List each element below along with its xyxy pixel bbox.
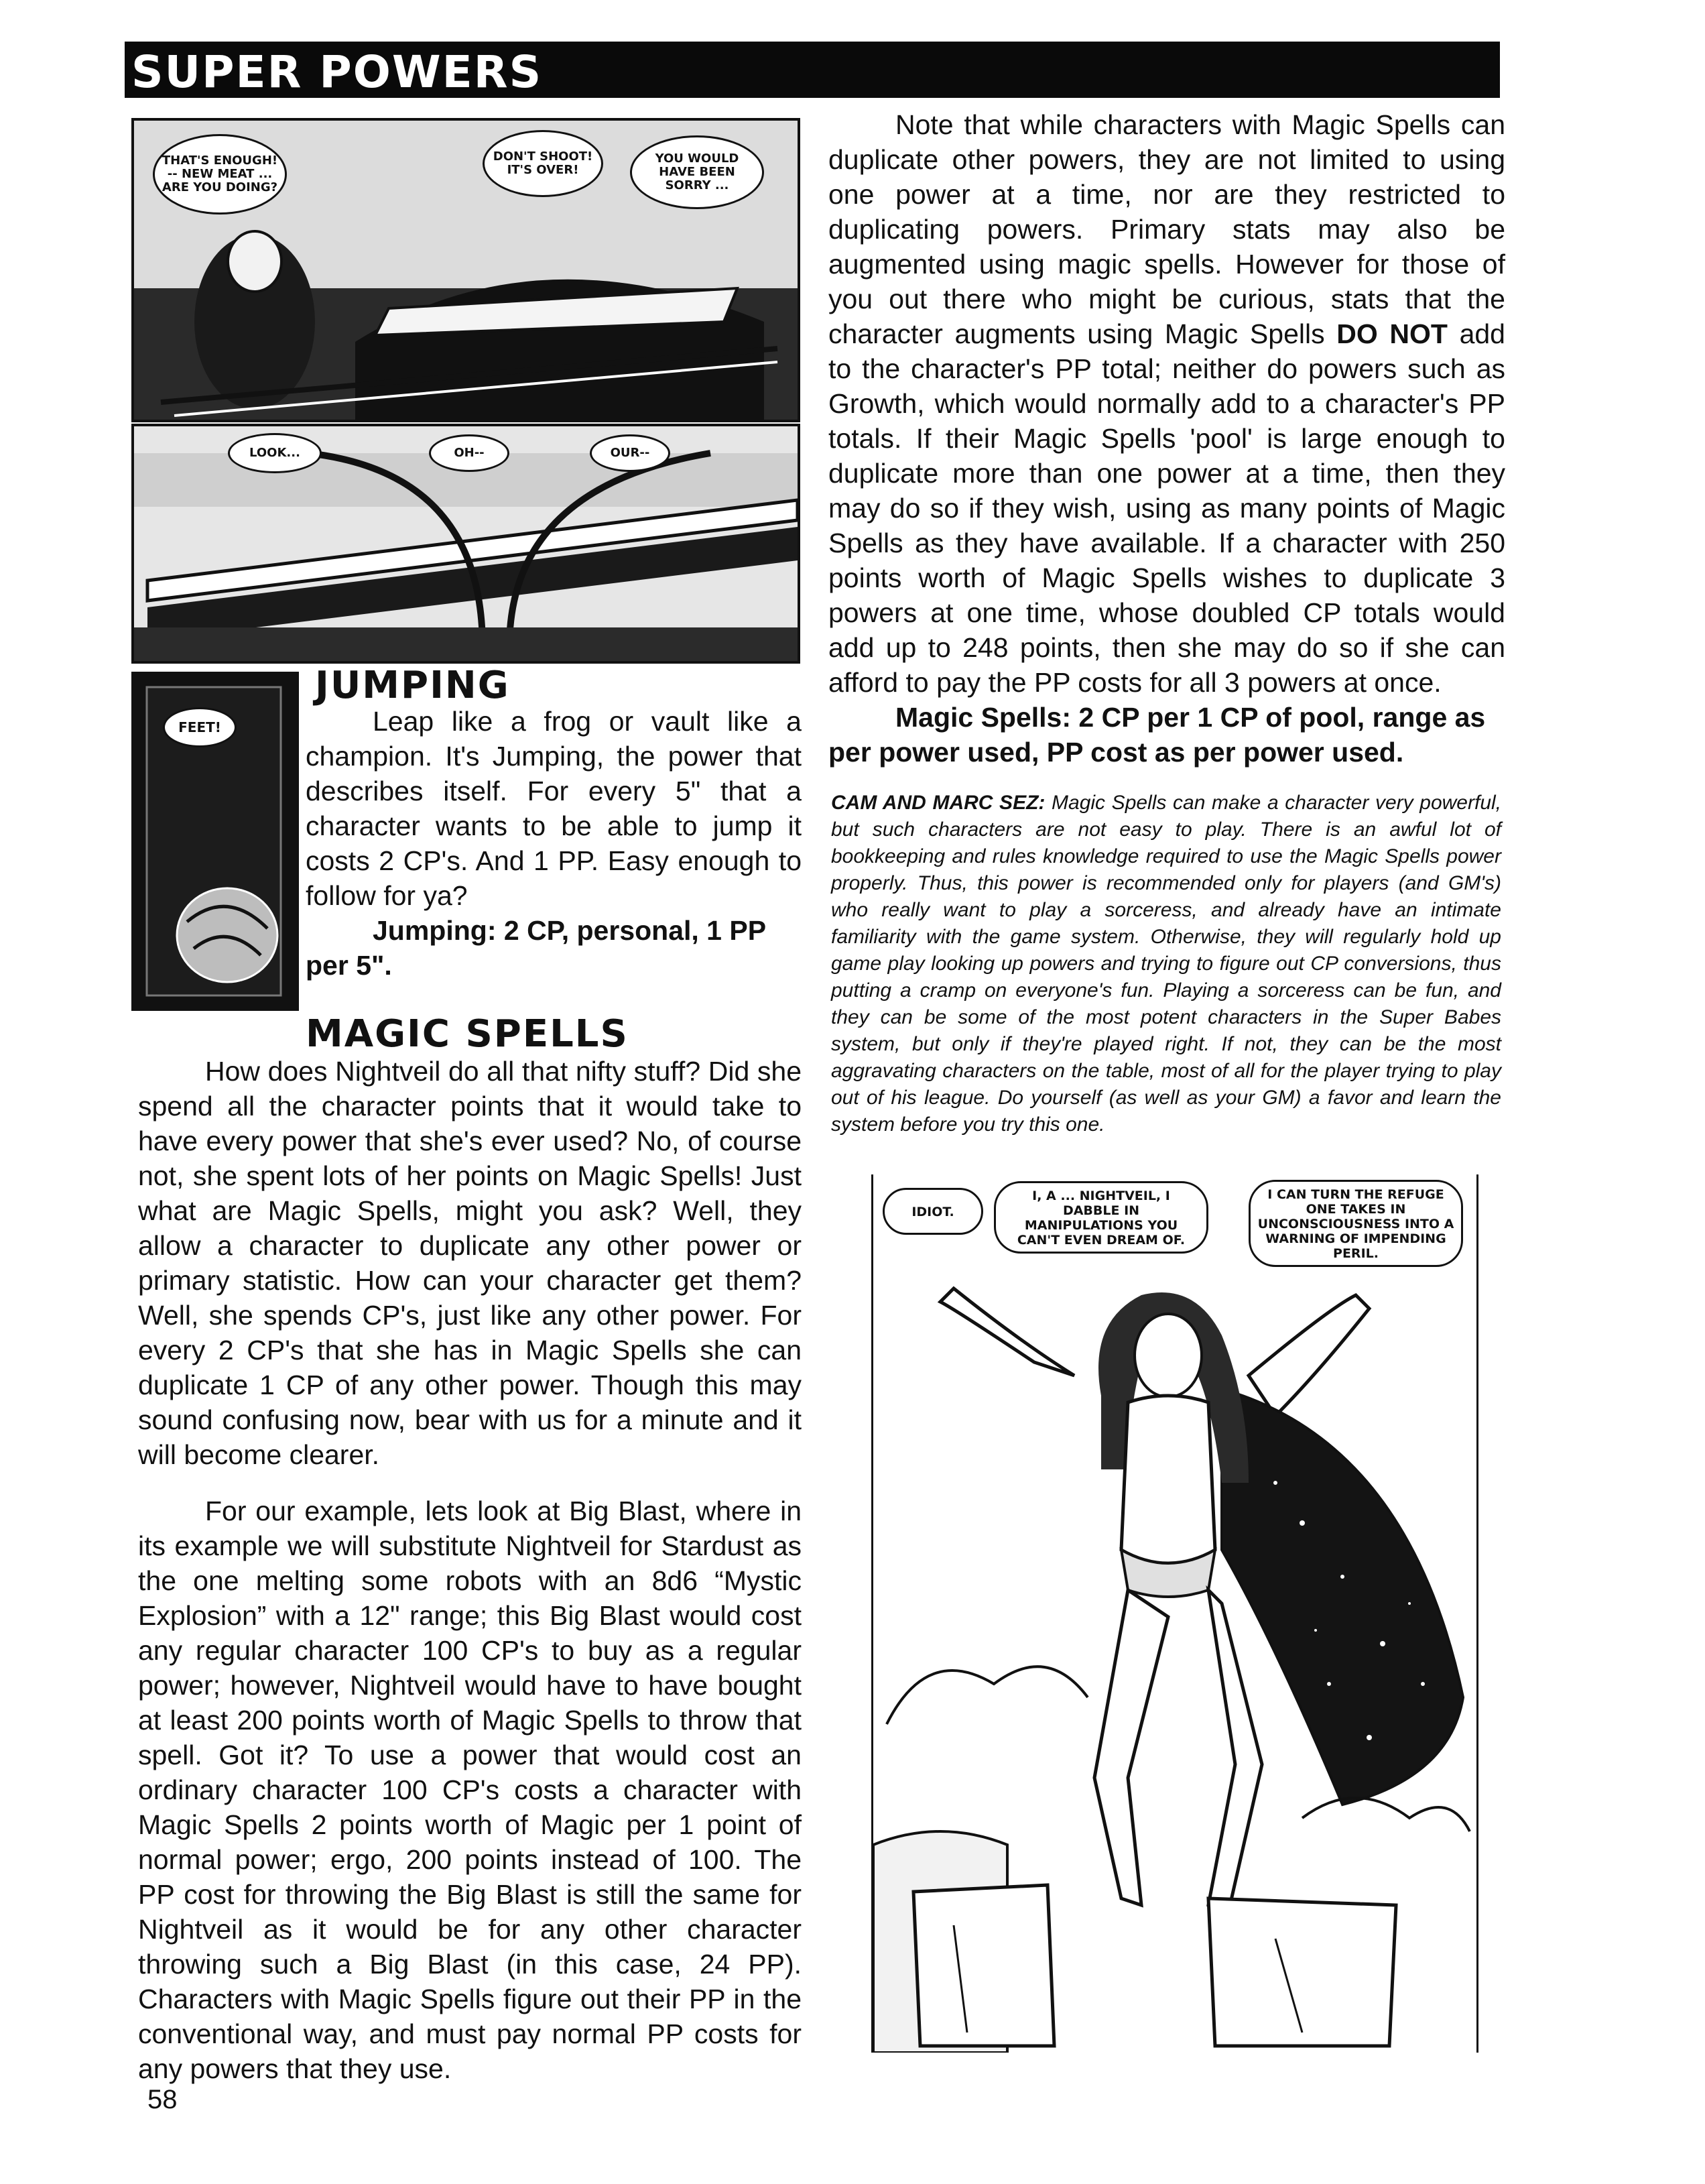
speech-balloon: YOU WOULD HAVE BEEN SORRY ...	[630, 135, 764, 209]
magic-spells-note	[828, 107, 1505, 770]
jumping-body: Leap like a frog or vault like a champion. It's Jumping, the power that describes itself. For every 5" that a character wants to be able to jump it costs 2 CP's. And 1 PP. Easy enough to follow for ya?	[306, 706, 802, 911]
speech-balloon: THAT'S ENOUGH! -- NEW MEAT ... ARE YOU DOING?	[153, 134, 287, 215]
page-title: SUPER POWERS	[131, 46, 543, 98]
cam-and-marc-sez	[831, 790, 1501, 1138]
magic-spells-para1: How does Nightveil do all that nifty stuff? Did she spend all the character points that it would take to have every power that she's ever used? No, of course not, she spent lots of her points on Magic Spells! Just what are Magic Spells, might you ask? Well, they allow a character to duplicate any other power or primary statistic. How can your character get them? Well, she spends CP's, just like any other power. For every 2 CP's that she has in Magic Spells she can duplicate 1 CP of any other power. Though this may sound confusing now, bear with us for a minute and it will become clearer.	[138, 1056, 802, 1470]
nightveil-illustration	[871, 1174, 1478, 2053]
magic-spells-heading: MAGIC SPELLS	[306, 1012, 629, 1056]
speech-balloon: FEET!	[163, 707, 237, 747]
speech-balloon: OH--	[429, 434, 509, 472]
nightveil-figure	[873, 1174, 1476, 2053]
speech-balloon: DON'T SHOOT! IT'S OVER!	[483, 130, 603, 197]
comic-panel-mid	[131, 424, 800, 664]
sez-text: Magic Spells can make a character very powerful, but such characters are not easy to play. There is an awful lot of bookkeeping and rules knowledge required to use the Magic Spells power properly. Thus, this power is recommended only for players (and GM's) who really want to play a sorceress, and already have an intimate familiarity with the game system. Otherwise, they will regularly hold up game play looking up powers and trying to figure out CP conversions, thus putting a cramp on everyone's fun. Playing a sorceress can be fun, and they can be some of the most potent characters in the Super Babes system, but only if they're played right. If not, they can be the most aggravating characters on the table, most of all for the player trying to play out of his league. Do yourself (as well as your GM) a favor and learn the system before you try this one.	[831, 792, 1501, 1136]
jumping-art	[131, 672, 299, 1011]
comic-panel-top	[131, 118, 800, 422]
page-number: 58	[147, 2085, 178, 2114]
magic-spells-summary: Magic Spells: 2 CP per 1 CP of pool, range as per power used, PP cost as per power used.	[828, 702, 1486, 768]
jumping-heading: JUMPING	[315, 664, 510, 707]
note-emphasis: DO NOT	[1336, 318, 1448, 349]
speech-balloon: IDIOT.	[883, 1188, 983, 1235]
magic-spells-para2: For our example, lets look at Big Blast, where in its example we will substitute Nightveil for Stardust as the one melting some robots with an 8d6 “Mystic Explosion” with a 12" range; this Big Blast would cost any regular character 100 CP's to buy as a regular power; however, Nightveil would have to have bought at least 200 points worth of Magic Spells to throw that spell. Got it? To use a power that would cost an ordinary character 100 CP's costs a character with Magic Spells 2 points worth of Magic per 1 point of normal power; ergo, 200 points instead of 100. The PP cost for throwing the Big Blast is still the same for Nightveil as it would be for any other character throwing such a Big Blast (in this case, 24 PP). Characters with Magic Spells figure out their PP in the conventional way, and must pay normal PP costs for any powers that they use.	[138, 1496, 802, 2084]
sez-label: CAM AND MARC SEZ:	[831, 792, 1046, 814]
speech-balloon: LOOK...	[228, 433, 322, 473]
note-text-1: Note that while characters with Magic Spells can duplicate other powers, they are not limited to using one power at a time, nor are they restricted to duplicating powers. Primary stats may also be augmented using magic spells. However for those of you out there who might be curious, stats that the character augments using Magic Spells	[828, 109, 1505, 349]
speech-balloon: I, A ... NIGHTVEIL, I DABBLE IN MANIPULATIONS YOU CAN'T EVEN DREAM OF.	[994, 1181, 1208, 1254]
speech-balloon: OUR--	[590, 434, 670, 472]
jumping-summary: Jumping: 2 CP, personal, 1 PP per 5".	[306, 915, 766, 981]
note-text-2: add to the character's PP total; neither do powers such as Growth, which would normally add to a character's PP totals. If their Magic Spells 'pool' is large enough to duplicate more than one power at a time, then they may do so if they wish, using as many points of Magic Spells as they have available. If a character with 250 points worth of Magic Spells wishes to duplicate 3 powers at one time, whose doubled CP totals would add up to 248 points, then she may do so if she can afford to pay the PP costs for all 3 powers at once.	[828, 318, 1505, 698]
speech-balloon: I CAN TURN THE REFUGE ONE TAKES IN UNCONSCIOUSNESS INTO A WARNING OF IMPENDING PERIL.	[1249, 1180, 1463, 1267]
note-paragraph	[828, 107, 1505, 700]
